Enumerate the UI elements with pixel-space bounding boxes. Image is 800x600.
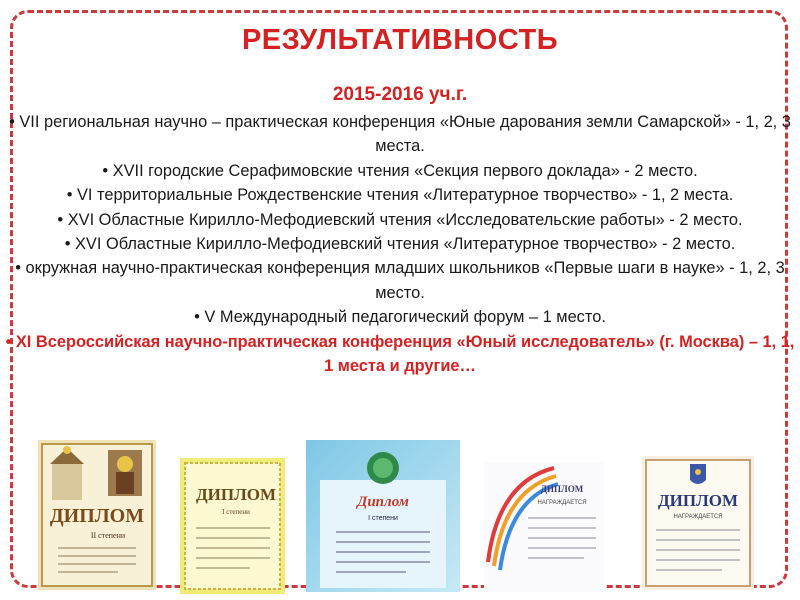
diploma-image-2 — [180, 458, 285, 594]
diploma-image-3 — [306, 440, 460, 592]
achievement-item-highlight: • XI Всероссийская научно-практическая конференция «Юный исследователь» (г. Москва) – 1, 1, 1 места и другие… — [5, 332, 795, 376]
diploma-heading: ДИПЛОМ — [49, 505, 145, 527]
diploma-sub: НАГРАЖДАЕТСЯ — [537, 500, 587, 506]
diploma-heading: Диплом — [357, 494, 409, 510]
diploma-sub: II степени — [90, 531, 126, 540]
diploma-image-1 — [38, 440, 156, 590]
diploma-heading: ДИПЛОМ — [657, 491, 739, 510]
emblem-icon — [367, 452, 399, 484]
achievement-item: • VII региональная научно – практическая конференция «Юные дарования земли Самарской» - 1, 2, 3 места. — [9, 113, 791, 156]
diploma-heading: ДИПЛОМ — [540, 484, 584, 494]
diploma-heading: ДИПЛОМ — [195, 485, 277, 504]
achievement-item: • XVI Областные Кирилло-Мефодиевский чтения «Литературное творчество» - 2 место. — [64, 235, 736, 254]
achievement-item: • V Международный педагогический форум – 1 место. — [194, 308, 606, 327]
coat-of-arms-icon — [690, 464, 706, 484]
achievement-item: • окружная научно-практическая конференция младших школьников «Первые шаги в науке» - 1, 2, 3 место. — [15, 259, 785, 302]
achievement-item: • XVII городские Серафимовские чтения «Секция первого доклада» - 2 место. — [102, 161, 698, 180]
achievement-item: • VI территориальные Рождественские чтения «Литературное творчество» - 1, 2 места. — [66, 186, 734, 205]
diploma-sub: НАГРАЖДАЕТСЯ — [673, 514, 723, 520]
achievement-item: • XVI Областные Кирилло-Мефодиевский чтения «Исследовательские работы» - 2 место. — [57, 210, 743, 229]
diploma-sub: I степени — [222, 508, 250, 516]
achievement-list — [4, 110, 796, 378]
slide-title: РЕЗУЛЬТАТИВНОСТЬ — [241, 24, 559, 56]
diploma-image-4 — [484, 462, 604, 592]
diploma-image-5 — [642, 456, 754, 590]
diploma-sub: I степени — [368, 515, 398, 522]
icon-painting — [108, 450, 142, 496]
school-year: 2015-2016 уч.г. — [332, 84, 468, 105]
